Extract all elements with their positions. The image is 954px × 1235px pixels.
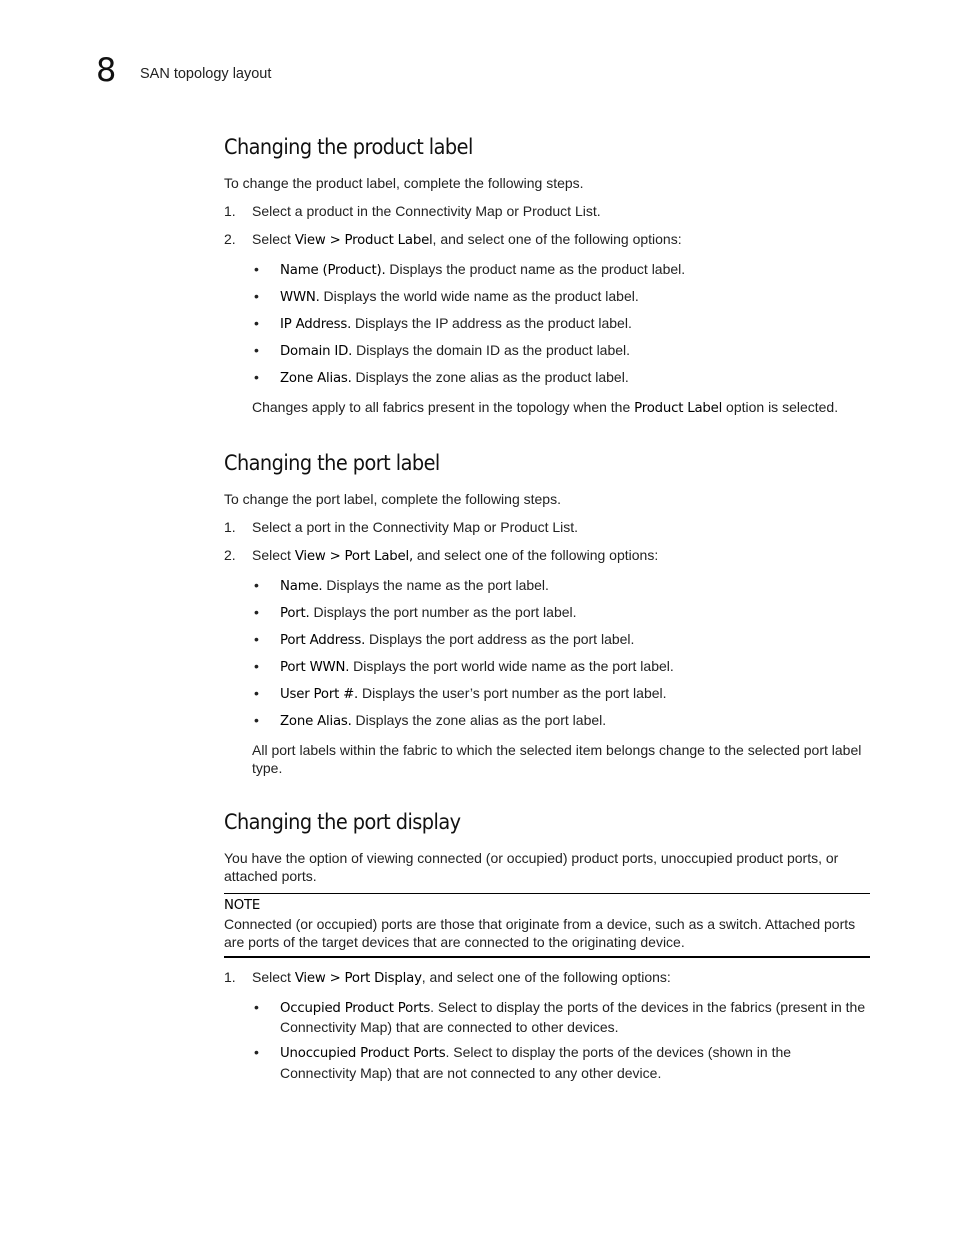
option-desc: Displays the name as the port label. — [322, 576, 549, 593]
menu-path: View > Port Label, — [294, 548, 414, 564]
bullet-icon: • — [254, 369, 259, 385]
list-item — [224, 576, 870, 597]
step-text: Select a product in the Connectivity Map or Product List. — [252, 203, 601, 219]
page-content — [224, 132, 870, 1082]
bullet-icon: • — [254, 684, 259, 701]
closing-port-label: All port labels within the fabric to which the selected item belongs change to the selected port label type. — [252, 741, 862, 776]
product-label-options — [224, 260, 870, 389]
intro-port-label: To change the port label, complete the following steps. — [224, 490, 561, 507]
step-select-view-product-label — [224, 230, 870, 251]
list-item — [224, 287, 870, 308]
step-text-post: and select one of the following options: — [413, 546, 659, 563]
step-number: 1. — [224, 968, 236, 985]
closing-product-label — [224, 398, 870, 419]
step-select-product — [224, 202, 870, 221]
bullet-icon: • — [254, 576, 259, 593]
list-item — [224, 1043, 870, 1082]
menu-path: View > Port Display — [294, 970, 422, 986]
option-desc: . Select to display the ports of the devices (shown in the Connectivity Map) that are not connected to any other device. — [280, 1044, 792, 1081]
option-term: WWN. — [280, 290, 320, 305]
heading-product-label: Changing the product label — [224, 135, 473, 159]
list-item — [224, 314, 870, 335]
step-number: 2. — [224, 546, 236, 563]
note-text: Connected (or occupied) ports are those that originate from a device, such as a switch. Attached ports are ports of the target devices that are connected to the originating device. — [224, 915, 856, 950]
bullet-icon: • — [254, 1044, 259, 1060]
list-item — [224, 368, 870, 389]
closing-pre: Changes apply to all fabrics present in the topology when the — [252, 399, 635, 415]
bullet-icon: • — [254, 342, 259, 358]
step-number: 1. — [224, 518, 236, 535]
chapter-number: 8 — [96, 51, 117, 89]
list-item — [224, 657, 870, 678]
step-number: 1. — [224, 203, 236, 219]
closing-post: option is selected. — [722, 399, 839, 415]
option-term: Unoccupied Product Ports — [280, 1046, 446, 1061]
option-term: Port. — [280, 605, 310, 621]
intro-port-display: You have the option of viewing connected (or occupied) product ports, unoccupied product ports, or attached ports. — [224, 849, 839, 884]
list-item — [224, 603, 870, 624]
list-item — [224, 998, 870, 1037]
option-desc: . Select to display the ports of the devices in the fabrics (present in the Connectivity Map) that are connected to other devices. — [280, 998, 866, 1035]
list-item — [224, 711, 870, 732]
option-term: User Port #. — [280, 686, 359, 702]
option-term: IP Address. — [280, 317, 352, 332]
step-text: Select a port in the Connectivity Map or Product List. — [252, 518, 579, 535]
bullet-icon: • — [254, 711, 259, 728]
option-desc: Displays the IP address as the product label. — [351, 315, 632, 331]
option-desc: Displays the port number as the port label. — [309, 603, 577, 620]
bullet-icon: • — [254, 657, 259, 674]
option-term: Port WWN. — [280, 659, 350, 675]
list-item — [224, 260, 870, 281]
option-term: Name (Product). — [280, 263, 386, 278]
option-term: Port Address. — [280, 632, 366, 648]
bullet-icon: • — [254, 288, 259, 304]
step-text-post: , and select one of the following options: — [432, 231, 682, 247]
step-text-pre: Select — [252, 546, 295, 563]
step-select-view-port-display — [224, 968, 870, 989]
option-desc: Displays the port world wide name as the port label. — [349, 657, 674, 674]
chapter-title: SAN topology layout — [140, 66, 272, 82]
step-text-pre: Select — [252, 231, 295, 247]
note-label: NOTE — [224, 897, 261, 913]
list-item — [224, 684, 870, 705]
heading-port-label: Changing the port label — [224, 450, 440, 475]
heading-port-display: Changing the port display — [224, 809, 461, 834]
step-number: 2. — [224, 231, 236, 247]
step-text-pre: Select — [252, 968, 295, 985]
bullet-icon: • — [254, 261, 259, 277]
intro-product-label: To change the product label, complete the following steps. — [224, 175, 584, 191]
menu-path: View > Product Label — [294, 233, 433, 248]
note-box — [224, 893, 870, 958]
option-desc: Displays the zone alias as the product label. — [351, 369, 629, 385]
step-select-port — [224, 518, 870, 537]
list-item — [224, 341, 870, 362]
list-item — [224, 630, 870, 651]
closing-bold: Product Label — [634, 401, 723, 416]
option-term: Zone Alias. — [280, 713, 352, 729]
bullet-icon: • — [254, 998, 259, 1015]
port-display-options — [224, 998, 870, 1083]
option-term: Zone Alias. — [280, 371, 352, 386]
option-desc: Displays the zone alias as the port label. — [351, 711, 607, 728]
option-desc: Displays the port address as the port label. — [365, 630, 635, 647]
option-term: Domain ID. — [280, 344, 353, 359]
port-label-options — [224, 576, 870, 732]
step-select-view-port-label — [224, 546, 870, 567]
option-desc: Displays the world wide name as the product label. — [319, 288, 639, 304]
bullet-icon: • — [254, 603, 259, 620]
option-desc: Displays the domain ID as the product label. — [352, 342, 631, 358]
step-text-post: , and select one of the following options: — [421, 968, 671, 985]
option-term: Name. — [280, 578, 323, 594]
bullet-icon: • — [254, 315, 259, 331]
option-desc: Displays the product name as the product label. — [385, 261, 686, 277]
bullet-icon: • — [254, 630, 259, 647]
option-desc: Displays the user’s port number as the port label. — [358, 684, 667, 701]
option-term: Occupied Product Ports — [280, 1000, 431, 1016]
